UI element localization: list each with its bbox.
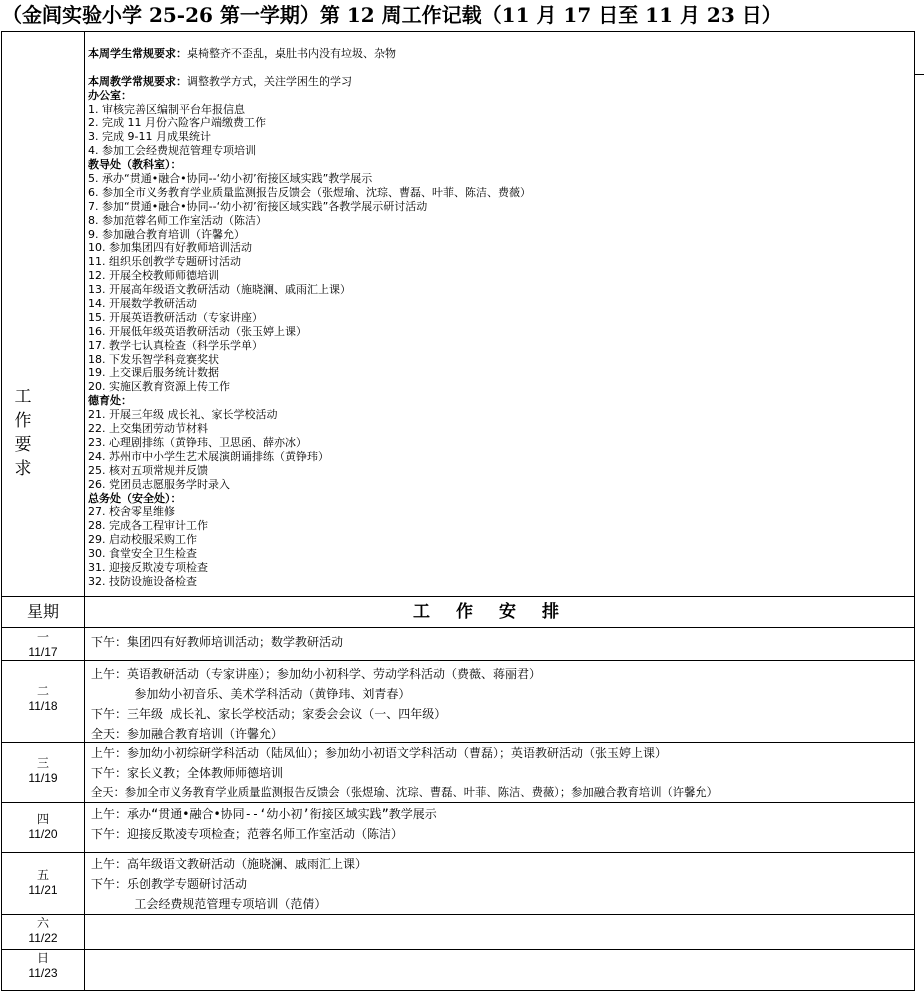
weekday-date: 11/22: [28, 931, 58, 945]
weekday-cell: [2, 684, 84, 714]
schedule-line: 下午：集团四有好教师培训活动；数学教研活动: [91, 635, 344, 649]
schedule-cell: [91, 743, 916, 803]
requirements-block: [88, 47, 908, 589]
schedule-cell: [91, 664, 916, 744]
student-req-text: 桌椅整齐不歪乱，桌肚书内没有垃圾、杂物: [187, 47, 396, 60]
side-char: 求: [14, 459, 32, 479]
row-divider: [1, 852, 915, 853]
weekday-column-header: 星期: [26, 602, 59, 621]
list-item: 16. 开展低年级英语教研活动（张玉婷上课）: [88, 324, 307, 338]
weekday-date: 11/17: [28, 645, 58, 659]
list-item: 5. 承办“贯通•融合•协同--‘幼小初’衔接区域实践”教学展示: [88, 172, 373, 186]
weekday-name: 六: [36, 916, 49, 930]
list-item: 24. 苏州市中小学生艺术展演朗诵排练（黄铮玮）: [88, 449, 329, 463]
list-item: 23. 心理剧排练（黄铮玮、卫思函、薛亦冰）: [88, 435, 307, 449]
list-item: 32. 技防设施设备检查: [88, 574, 197, 588]
list-item: 14. 开展数学教研活动: [88, 297, 197, 311]
schedule-line: 全天：参加融合教育培训（许馨允）: [91, 727, 284, 741]
weekday-cell: [2, 756, 84, 786]
list-item: 9. 参加融合教育培训（许馨允）: [88, 227, 245, 241]
list-item: 29. 启动校服采购工作: [88, 533, 197, 547]
schedule-line: 上午：高年级语文教研活动（施晓澜、戚雨汇上课）: [91, 857, 368, 871]
list-item: 7. 参加“贯通•融合•协同--‘幼小初’衔接区域实践”各教学展示研讨活动: [88, 199, 428, 213]
teaching-req-text: 调整教学方式，关注学困生的学习: [187, 74, 352, 88]
list-item: 28. 完成各工程审计工作: [88, 519, 208, 533]
weekday-cell: [2, 868, 84, 898]
list-item: 13. 开展高年级语文教研活动（施晓澜、戚雨汇上课）: [88, 283, 351, 297]
blank-line: [88, 61, 908, 75]
weekday-date: 11/20: [28, 827, 58, 841]
list-item: 2. 完成 11 月份六险客户端缴费工作: [88, 116, 266, 130]
row-divider: [1, 949, 915, 950]
list-item: 27. 校舍零星维修: [88, 505, 175, 519]
page-title: （金闾实验小学 25-26 第一学期）第 12 周工作记载（11 月 17 日至 11 月 23 日）: [2, 3, 782, 27]
column-divider: [84, 31, 85, 991]
list-item: 26. 党团员志愿服务学时录入: [88, 477, 230, 491]
list-item: 1. 审核完善区编制平台年报信息: [88, 102, 245, 116]
list-item: 15. 开展英语教研活动（专家讲座）: [88, 310, 263, 324]
row-divider: [1, 914, 915, 915]
weekday-name: 日: [36, 951, 49, 965]
schedule-cell: [91, 632, 916, 652]
side-char: 要: [14, 435, 32, 455]
weekday-cell: [2, 812, 84, 842]
list-item: 25. 核对五项常规并反馈: [88, 463, 208, 477]
weekday-date: 11/23: [28, 966, 58, 980]
list-item: 11. 组织乐创教学专题研讨活动: [88, 255, 241, 269]
schedule-line: 全天：参加全市义务教育学业质量监测报告反馈会（张煜瑜、沈琮、曹磊、叶菲、陈洁、费薇）；参加融合教育培训（许馨允）: [91, 786, 718, 799]
weekday-name: 二: [36, 684, 49, 698]
weekday-name: 一: [36, 630, 49, 644]
schedule-line: 上午：英语教研活动（专家讲座）；参加幼小初科学、劳动学科活动（费薇、蒋丽君）: [91, 667, 542, 681]
schedule-column-header: 工作安排: [413, 602, 585, 622]
list-item: 20. 实施区教育资源上传工作: [88, 380, 230, 394]
list-item: 19. 上交课后服务统计数据: [88, 366, 219, 380]
row-divider: [1, 660, 915, 661]
schedule-line: 参加幼小初音乐、美术学科活动（黄铮玮、刘青春）: [91, 687, 411, 701]
schedule-line: 下午：三年级 成长礼、家长学校活动；家委会会议（一、四年级）: [91, 707, 447, 721]
weekday-name: 四: [36, 812, 49, 826]
schedule-cell: [91, 854, 916, 914]
work-requirements-label: [12, 385, 34, 481]
weekday-cell: [2, 916, 84, 946]
schedule-line: 下午：迎接反欺凌专项检查；范蓉名师工作室活动（陈洁）: [91, 827, 404, 841]
list-item: 12. 开展全校教师师德培训: [88, 269, 219, 283]
teaching-requirement: [88, 75, 908, 89]
schedule-line: 下午：家长义教；全体教师师德培训: [91, 766, 284, 780]
weekday-name: 五: [36, 868, 49, 882]
list-item: 31. 迎接反欺凌专项检查: [88, 560, 208, 574]
side-char: 作: [14, 411, 32, 431]
list-item: 21. 开展三年级 成长礼、家长学校活动: [88, 408, 278, 422]
list-item: 8. 参加范蓉名师工作室活动（陈洁）: [88, 213, 267, 227]
schedule-line: 上午：参加幼小初综研学科活动（陆凤仙）；参加幼小初语文学科活动（曹磊）；英语教研活动（张玉婷上课）: [91, 746, 668, 760]
weekday-date: 11/18: [28, 699, 58, 713]
weekday-cell: [2, 630, 84, 660]
list-item: 17. 教学七认真检查（科学乐学单）: [88, 338, 263, 352]
section-heading-office: 办公室：: [88, 88, 132, 102]
section-heading-moral: 德育处：: [88, 394, 132, 408]
schedule-line: 上午：承办“贯通•融合•协同--‘幼小初’衔接区域实践”教学展示: [91, 807, 437, 821]
teaching-req-label: 本周教学常规要求：: [88, 74, 187, 88]
header-divider: [1, 627, 915, 628]
list-item: 22. 上交集团劳动节材料: [88, 422, 208, 436]
schedule-line: 下午：乐创教学专题研讨活动: [91, 877, 248, 891]
list-item: 3. 完成 9-11 月成果统计: [88, 130, 211, 144]
list-item: 4. 参加工会经费规范管理专项培训: [88, 144, 256, 158]
section-divider: [1, 596, 915, 597]
student-requirement: [88, 47, 908, 61]
weekday-date: 11/19: [28, 771, 58, 785]
weekday-name: 三: [36, 756, 49, 770]
section-heading-academic: 教导处（教科室）：: [88, 158, 182, 172]
list-item: 30. 食堂安全卫生检查: [88, 547, 197, 561]
student-req-label: 本周学生常规要求：: [88, 47, 187, 60]
list-item: 6. 参加全市义务教育学业质量监测报告反馈会（张煜瑜、沈琮、曹磊、叶菲、陈洁、费薇）: [88, 185, 531, 199]
weekday-date: 11/21: [28, 883, 58, 897]
section-heading-general: 总务处（安全处）：: [88, 491, 182, 505]
right-tick: [914, 74, 924, 75]
weekday-cell: [2, 951, 84, 981]
side-char: 工: [14, 387, 32, 407]
schedule-cell: [91, 804, 916, 844]
list-item: 18. 下发乐智学科竞赛奖状: [88, 352, 219, 366]
schedule-line: 工会经费规范管理专项培训（范倩）: [91, 897, 327, 911]
list-item: 10. 参加集团四有好教师培训活动: [88, 241, 252, 255]
